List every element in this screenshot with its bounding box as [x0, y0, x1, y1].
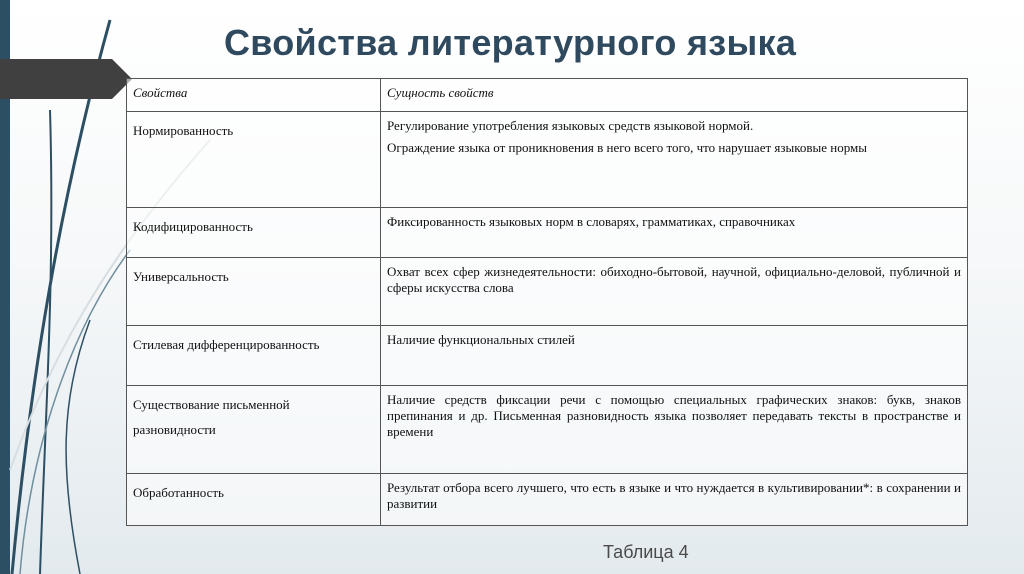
description-text: Результат отбора всего лучшего, что есть в языке и что нуждается в культивировании*: в сохранении и развитии [387, 480, 961, 511]
slide-title: Свойства литературного языка [224, 22, 797, 63]
table-header-row [127, 79, 968, 112]
property-cell: Кодифицированность [127, 208, 381, 258]
table-row [127, 326, 968, 386]
properties-table [126, 78, 968, 526]
property-cell: Нормированность [127, 112, 381, 208]
table-row [127, 208, 968, 258]
description-text: Наличие средств фиксации речи с помощью специальных графических знаков: букв, знаков препинания и др. Письменная разновидность языка позволяет передавать тексты в пространстве и времени [387, 392, 961, 439]
description-text: Фиксированность языковых норм в словарях, грамматиках, справочниках [387, 214, 796, 229]
description-cell [381, 386, 968, 474]
table-row [127, 386, 968, 474]
description-text: Охват всех сфер жизнедеятельности: обиходно-бытовой, научной, официально-деловой, публичной и сферы искусства слова [387, 264, 961, 295]
description-text: Регулирование употребления языковых средств языковой нормой. [387, 118, 754, 133]
column-header: Свойства [127, 79, 381, 112]
property-cell: Стилевая дифференцированность [127, 326, 381, 386]
table-caption: Таблица 4 [603, 542, 689, 562]
description-text: Ограждение языка от проникновения в него всего того, что нарушает языковые нормы [387, 140, 868, 155]
description-cell [381, 112, 968, 208]
description-cell [381, 258, 968, 326]
description-text: Наличие функциональных стилей [387, 332, 575, 347]
column-header: Сущность свойств [381, 79, 968, 112]
property-cell: Обработанность [127, 474, 381, 526]
table-row [127, 112, 968, 208]
description-cell [381, 326, 968, 386]
table-row [127, 258, 968, 326]
property-cell: Существование письменной разновидности [127, 386, 381, 474]
property-cell: Универсальность [127, 258, 381, 326]
tab-arrow-shape [0, 59, 132, 99]
description-cell [381, 208, 968, 258]
table-row [127, 474, 968, 526]
description-cell [381, 474, 968, 526]
